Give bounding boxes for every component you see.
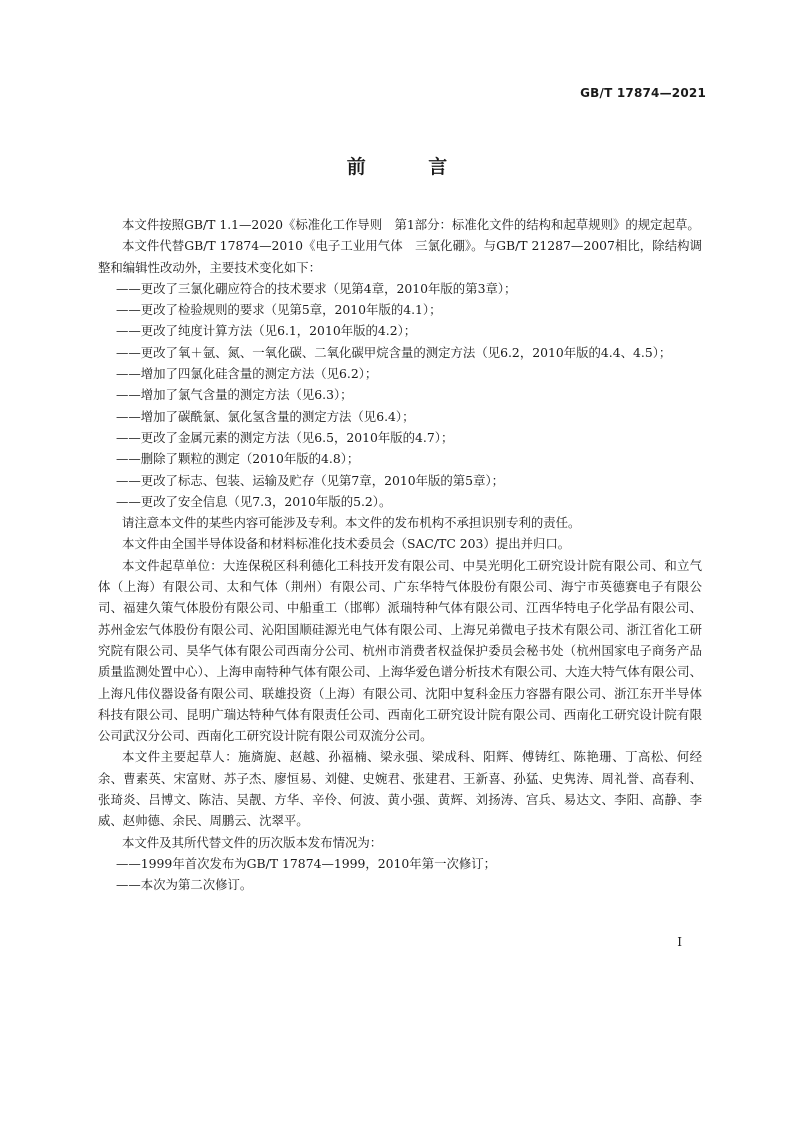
change-item: ——更改了安全信息（见7.3，2010年版的5.2）。 [116,493,392,509]
change-item: ——更改了纯度计算方法（见6.1，2010年版的4.2）； [116,323,417,339]
drafting-units-paragraph: 本文件起草单位：大连保税区科利德化工科技开发有限公司、中昊光明化工研究设计院有限公司、和立气体（上海）有限公司、太和气体（荆州）有限公司、广东华特气体股份有限公司、海宁市英德赛电子有限公司、福建久策气体股份有限公司、中船重工（邯郸）派瑞特种气体有限公司、江西华特电子化学品有限公司、苏州金宏气体股份有限公司、沁阳国顺硅源光电气体有限公司、上海兄弟微电子技术有限公司、浙江省化工研究院有限公司、昊华气体有限公司西南分公司、杭州市消费者权益保护委员会秘书处（杭州国家电子商务产品质量监测处置中心）、上海申南特种气体有限公司、上海华爱色谱分析技术有限公司、大连大特气体有限公司、上海凡伟仪器设备有限公司、联雄投资（上海）有限公司、沈阳中复科金压力容器有限公司、浙江东开半导体科技有限公司、昆明广瑞达特种气体有限责任公司、西南化工研究设计院有限公司、西南化工研究设计院有限公司武汉分公司、西南化工研究设计院有限公司双流分公司。 [98,557,702,744]
history-item: ——本次为第二次修订。 [116,877,253,893]
change-item: ——更改了氧＋氩、氮、一氧化碳、二氧化碳甲烷含量的测定方法（见6.2，2010年版的4.4、4.5）； [116,344,672,360]
page-title: 前 言 [346,156,476,178]
standard-code: GB/T 17874—2021 [580,86,706,100]
change-item: ——更改了检验规则的要求（见第5章，2010年版的4.1）； [116,302,442,318]
change-item: ——增加了四氯化硅含量的测定方法（见6.2）； [116,366,378,382]
replacement-paragraph: 本文件代替GB/T 17874—2010《电子工业用气体 三氯化硼》。与GB/T 21287—2007相比，除结构调整和编辑性改动外，主要技术变化如下： [98,238,702,275]
history-item: ——1999年首次发布为GB/T 17874—1999，2010年第一次修订； [116,855,497,871]
change-item: ——增加了碳酰氯、氯化氢含量的测定方法（见6.4）； [116,408,415,424]
drafters-paragraph: 本文件主要起草人：施旖旎、赵越、孙福楠、梁永强、梁成科、阳辉、傅铸红、陈艳珊、丁高松、何经余、曹素英、宋富财、苏子杰、廖恒易、刘健、史婉君、张建君、王新喜、孙猛、史隽涛、周礼誉、高春利、张琦炎、吕博文、陈洁、吴靓、方华、辛伶、何波、黄小强、黄辉、刘扬涛、宫兵、易达文、李阳、高静、李威、赵帅德、余民、周鹏云、沈翠平。 [98,749,702,829]
change-item: ——更改了标志、包装、运输及贮存（见第7章，2010年版的第5章）； [116,472,505,488]
change-item: ——删除了颗粒的测定（2010年版的4.8）； [116,451,360,467]
patent-notice: 请注意本文件的某些内容可能涉及专利。本文件的发布机构不承担识别专利的责任。 [122,515,581,531]
change-item: ——增加了氯气含量的测定方法（见6.3）； [116,387,353,403]
page-number: I [677,935,682,949]
change-item: ——更改了金属元素的测定方法（见6.5，2010年版的4.7）； [116,429,454,445]
drafting-rules-paragraph: 本文件按照GB/T 1.1—2020《标准化工作导则 第1部分：标准化文件的结构和起草规则》的规定起草。 [122,217,700,232]
committee-paragraph: 本文件由全国半导体设备和材料标准化技术委员会（SAC/TC 203）提出并归口。 [122,536,571,552]
foreword-body [98,214,702,896]
history-intro: 本文件及其所代替文件的历次版本发布情况为： [122,834,383,850]
change-item: ——更改了三氯化硼应符合的技术要求（见第4章，2010年版的第3章）； [116,280,517,296]
